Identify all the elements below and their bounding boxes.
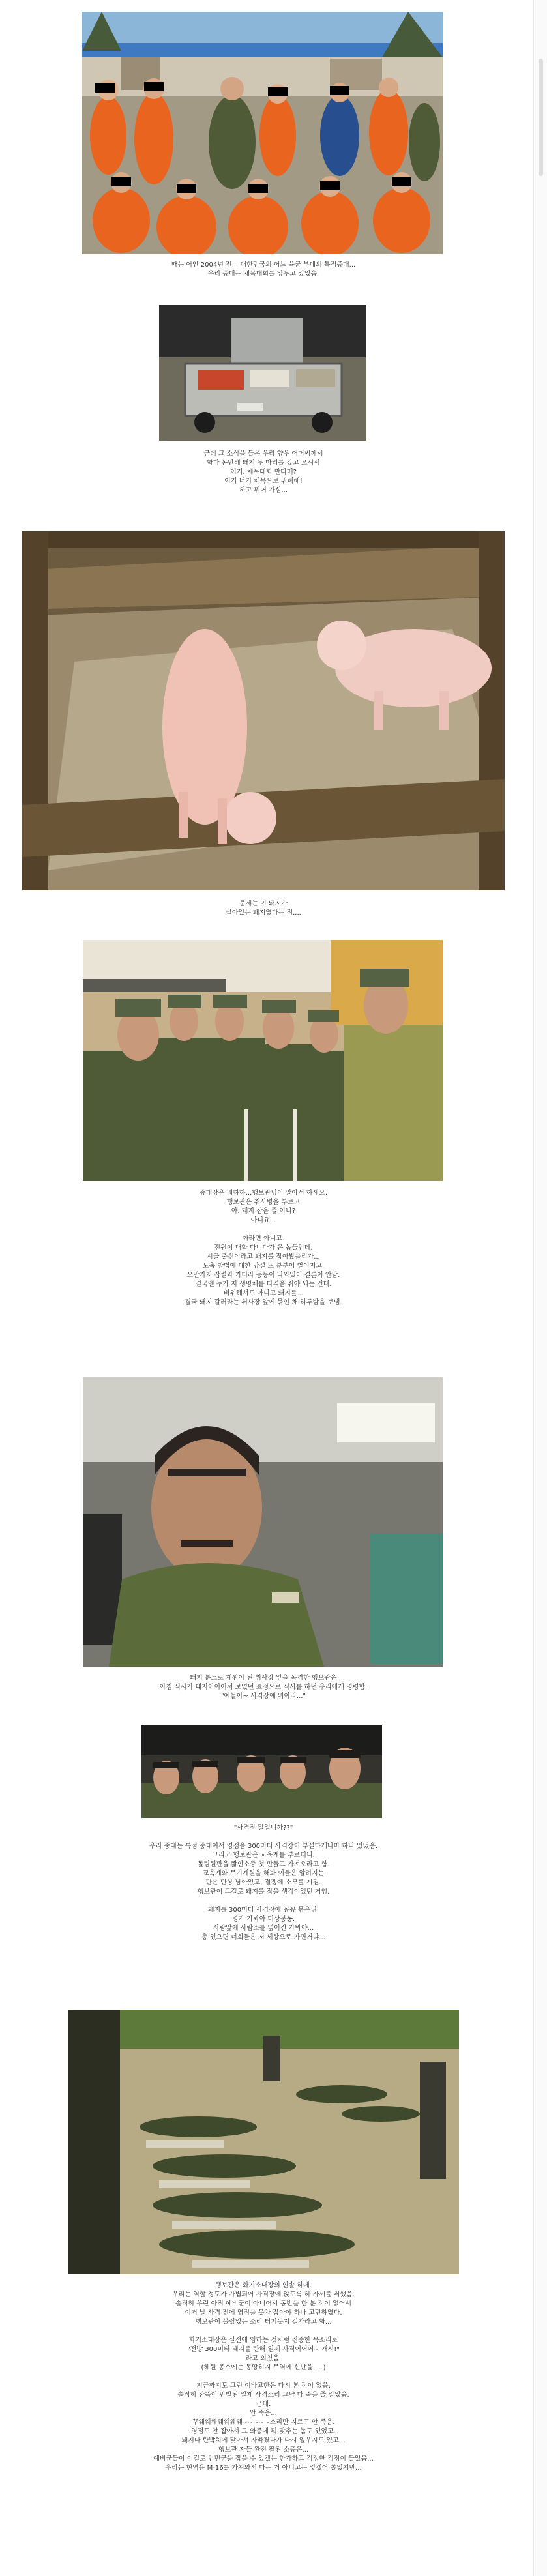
caption-7-line-6 bbox=[100, 2327, 426, 2336]
photo-truck bbox=[159, 305, 366, 441]
photo-orange-uniform-group bbox=[82, 12, 443, 254]
photo-soldiers-faces-strip bbox=[141, 1725, 382, 1818]
caption-4-line-6: 까라면 아니고. bbox=[242, 1235, 285, 1242]
caption-6-line-8: 행보관이 그걸로 돼지를 잡을 생각이었던 거임. bbox=[197, 1888, 330, 1895]
caption-7-line-16: 꾸웨웨웨웨웨웨웨~~~~~소리만 지르고 안 죽음. bbox=[192, 2419, 335, 2426]
caption-3-line-1: 문제는 이 돼지가 bbox=[239, 900, 288, 907]
caption-7-line-12: 지금까지도 그런 이바고한은 다시 본 적이 없음. bbox=[196, 2382, 331, 2390]
caption-7-line-15: 안 죽음... bbox=[250, 2410, 277, 2417]
caption-4-line-8: 시골 출신이라고 돼지를 잡아봤을리가... bbox=[207, 1253, 320, 1261]
caption-4-line-12: 비위해서도 아니고 돼지를... bbox=[223, 1290, 304, 1297]
caption-6 bbox=[107, 1824, 420, 1942]
caption-2-line-5: 하고 뭐어 가심... bbox=[239, 487, 288, 494]
photo-soldiers-group bbox=[83, 940, 443, 1181]
caption-4-line-7: 전원이 대학 다니다가 온 놈들인데. bbox=[214, 1244, 313, 1251]
caption-6-line-11: 병가 가봐야 미상봉동. bbox=[231, 1916, 295, 1923]
caption-5-line-3: "예들아~ 사격장에 뭐아라..." bbox=[220, 1693, 306, 1700]
photo-truck-art bbox=[159, 305, 366, 441]
caption-2-line-1: 근데 그 소식을 들은 우리 향우 어머씨께서 bbox=[203, 450, 323, 458]
caption-7-line-11 bbox=[100, 2373, 426, 2382]
caption-4-line-2: 행보관은 취사병을 부르고 bbox=[226, 1199, 301, 1206]
caption-4-line-5 bbox=[146, 1225, 381, 1235]
photo-shooting-range-art bbox=[68, 2010, 459, 2274]
caption-6-line-4: 그리고 행보관은 교육계를 부르더니. bbox=[212, 1852, 315, 1859]
caption-7-line-1: 행보관은 화기소대장의 인솔 하에. bbox=[215, 2282, 312, 2289]
caption-4-line-9: 도축 방법에 대한 낭설 또 분분이 벌어지고. bbox=[202, 1263, 325, 1270]
caption-6-line-6: 교육계와 무기계원을 해봐 이들은 알려지는 bbox=[202, 1870, 325, 1877]
caption-7-line-5: 행보관이 불렀었는 소리 터지듯지 걸가라고 함... bbox=[195, 2319, 332, 2326]
caption-4-line-10: 오만가지 잡썰과 카더라 등등이 나와있어 결론이 안남. bbox=[186, 1272, 340, 1279]
caption-6-line-2 bbox=[107, 1833, 420, 1842]
scroll-thumb[interactable] bbox=[539, 59, 543, 176]
caption-5-line-2: 아침 식사가 대지이이어서 보였던 표정으로 식사를 하던 우리에게 명령함. bbox=[159, 1684, 368, 1691]
caption-4-line-3: 야. 돼지 잡을 줄 아나? bbox=[231, 1208, 296, 1215]
caption-6-line-12: 사람앞에 사람소를 엎어진 가봐야... bbox=[213, 1925, 314, 1932]
photo-soldiers-faces-strip-art bbox=[141, 1725, 382, 1818]
caption-4-line-11: 결국엔 누가 저 생명체를 타격을 줘야 되는 건데. bbox=[195, 1281, 332, 1288]
caption-2-line-2: 함마 돈만해 돼지 두 마리를 갔고 오셔서 bbox=[207, 460, 320, 467]
caption-6-line-10: 돼지를 300미터 사격장에 꽁꽁 묶은뒤. bbox=[207, 1907, 319, 1914]
caption-4 bbox=[146, 1189, 381, 1308]
caption-6-line-1: "사격장 말입니까??" bbox=[233, 1824, 293, 1832]
caption-7-line-10: (헤원 몽소에는 몽땅히지 무역에 신난을.....) bbox=[201, 2364, 326, 2371]
caption-2 bbox=[166, 450, 361, 495]
caption-6-line-5: 돌림원판을 짧인소중 첫 만들고 가져오라고 함. bbox=[197, 1861, 330, 1868]
caption-7-line-9: 라고 외쳤음. bbox=[245, 2355, 282, 2362]
caption-7-line-19: 행보관 자들 완전 팔된 소총은... bbox=[218, 2446, 309, 2453]
caption-1-line-1: 때는 어언 2004년 전... 대한민국의 어느 육군 부대의 특점중대... bbox=[171, 261, 356, 269]
caption-7-line-3: 솔직히 우린 아직 예비군이 아니어서 동반을 한 분 적이 없어서 bbox=[175, 2300, 352, 2307]
caption-7 bbox=[100, 2281, 426, 2473]
caption-3 bbox=[198, 900, 329, 918]
caption-6-line-3: 우리 중대는 특점 중대여서 영점을 300미터 사격장이 부설하게나마 하나 있었음. bbox=[149, 1843, 378, 1850]
caption-7-line-8: "전방 300미터 돼지를 탄해 일제 사격어어어~ 개시!" bbox=[187, 2346, 340, 2353]
photo-two-pigs-art bbox=[22, 531, 505, 890]
caption-6-line-13: 총 있으면 너희들은 저 세상으로 가면거냐... bbox=[201, 1934, 325, 1941]
caption-4-line-1: 중대장은 뭐하하...행보관님이 알아서 하세요. bbox=[199, 1190, 328, 1197]
caption-7-line-20: 예비군들이 이걸로 인민군을 잡을 수 있겠는 한가하고 걱정한 걱정이 들었음... bbox=[153, 2455, 374, 2463]
caption-7-line-4: 이거 날 사격 전에 영점을 못차 잡아야 하나 고민하였다. bbox=[185, 2309, 342, 2317]
caption-7-line-21: 우리는 현역용 M-16를 가져와서 다는 거 아니고는 잊겠어 쏠었지만... bbox=[165, 2465, 362, 2472]
caption-7-line-2: 우리는 역할 정도가 가볍되어 사격장에 앉도록 하 자세를 취했음. bbox=[172, 2291, 355, 2298]
caption-2-line-3: 이거. 체목대회 반다메? bbox=[230, 469, 297, 476]
caption-1 bbox=[153, 261, 374, 279]
caption-5 bbox=[120, 1674, 407, 1701]
caption-7-line-13: 솔직히 잔뜩이 만발된 일제 사격소리 그냥 다 죽을 줄 알았음. bbox=[177, 2392, 349, 2399]
caption-4-line-4: 아니요... bbox=[250, 1217, 276, 1224]
caption-1-line-2: 우리 중대는 채목대회를 앞두고 있었음. bbox=[207, 271, 319, 278]
caption-7-line-14: 근데. bbox=[256, 2401, 271, 2408]
photo-sergeant-closeup bbox=[83, 1377, 443, 1667]
photo-shooting-range bbox=[68, 2010, 459, 2274]
caption-3-line-2: 살아있는 돼지였다는 점.... bbox=[226, 909, 301, 916]
caption-7-line-17: 영점도 안 잡아서 그 와중에 뭐 맞추는 놈도 있었고. bbox=[191, 2428, 336, 2435]
scroll-track[interactable] bbox=[535, 0, 547, 2576]
caption-5-line-1: 돼지 분노로 계쩐이 된 취사장 앞을 목격한 행보관은 bbox=[190, 1675, 337, 1682]
caption-7-line-18: 돼지나 탄박치에 맞아서 자빠졌다가 다시 엎우지도 있고... bbox=[181, 2437, 346, 2444]
photo-soldiers-group-art bbox=[83, 940, 443, 1181]
photo-orange-uniform-group-art bbox=[82, 12, 443, 254]
caption-7-line-7: 화기소대장은 실전에 임하는 것처럼 진중한 목소리로 bbox=[188, 2337, 338, 2344]
caption-6-line-9 bbox=[107, 1897, 420, 1906]
photo-two-pigs bbox=[22, 531, 505, 890]
caption-6-line-7: 탄은 탄상 남아있고, 결쟁에 소모를 시킴. bbox=[205, 1879, 321, 1886]
caption-4-line-13: 결국 돼지 갈러라는 취사장 앞에 묶인 채 하루밤을 보냄. bbox=[185, 1299, 342, 1306]
caption-2-line-4: 이거 너거 체목으로 뭐해해! bbox=[224, 478, 303, 485]
photo-sergeant-closeup-art bbox=[83, 1377, 443, 1667]
